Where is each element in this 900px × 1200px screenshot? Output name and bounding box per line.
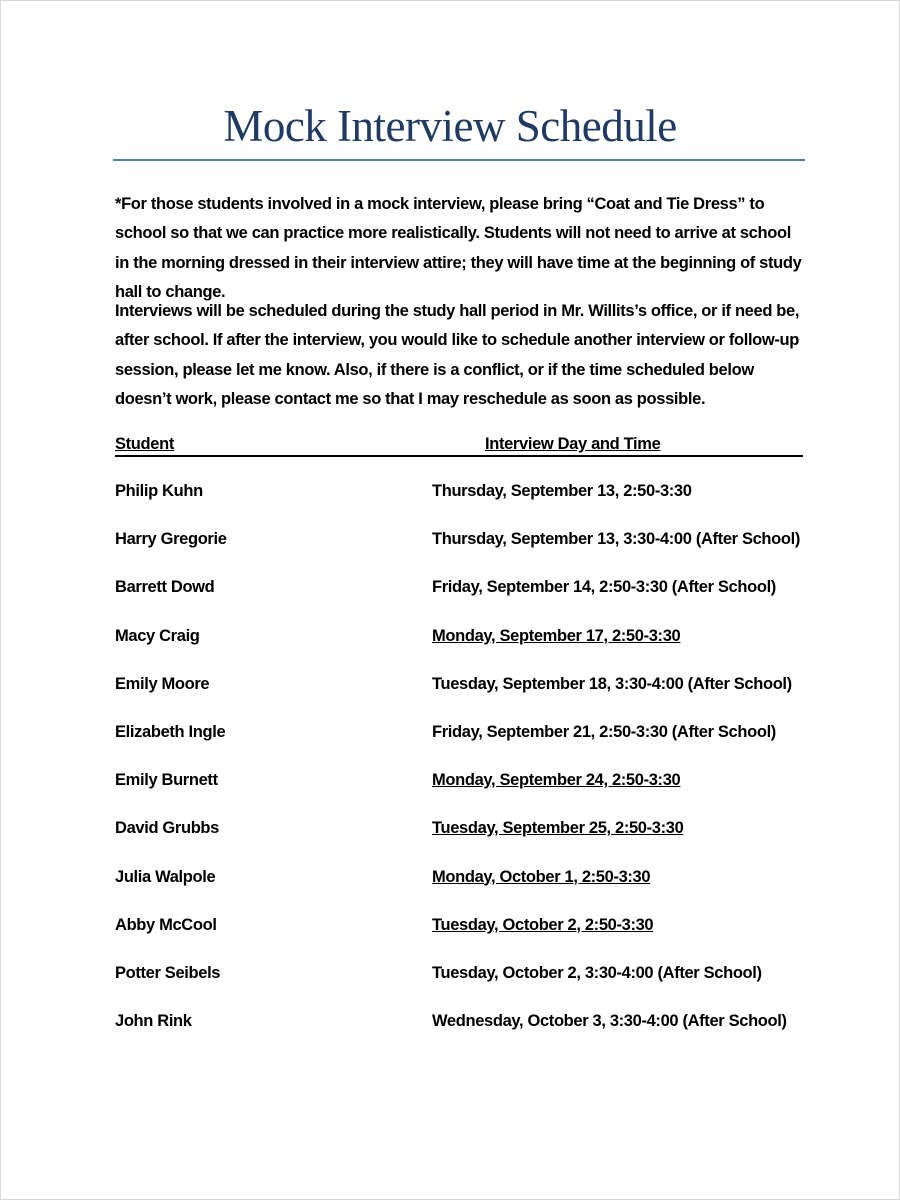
student-name: Elizabeth Ingle bbox=[115, 722, 226, 741]
table-row bbox=[0, 721, 900, 769]
student-name: John Rink bbox=[115, 1012, 192, 1031]
interview-time: Monday, September 24, 2:50-3:30 bbox=[432, 771, 681, 790]
student-name: Abby McCool bbox=[115, 915, 217, 934]
interview-time: Wednesday, October 3, 3:30-4:00 (After School) bbox=[432, 1012, 787, 1031]
interview-time: Thursday, September 13, 3:30-4:00 (After School) bbox=[432, 530, 801, 549]
student-name: Emily Burnett bbox=[115, 771, 218, 790]
interview-time: Tuesday, October 2, 3:30-4:00 (After School) bbox=[432, 963, 762, 982]
table-row bbox=[0, 1010, 900, 1058]
table-row bbox=[0, 673, 900, 721]
table-row bbox=[0, 625, 900, 673]
table-row bbox=[0, 914, 900, 962]
student-name: Macy Craig bbox=[115, 626, 200, 645]
student-name: Philip Kuhn bbox=[115, 482, 203, 500]
column-header-interview-time: Interview Day and Time bbox=[485, 435, 661, 453]
table-row bbox=[0, 769, 900, 817]
table-row bbox=[0, 817, 900, 865]
interview-time: Tuesday, September 25, 2:50-3:30 bbox=[432, 819, 684, 838]
table-row bbox=[0, 962, 900, 1010]
student-name: Barrett Dowd bbox=[115, 578, 215, 597]
table-row bbox=[0, 480, 900, 528]
interview-time: Monday, September 17, 2:50-3:30 bbox=[432, 626, 681, 645]
intro-paragraph-dress: *For those students involved in a mock interview, please bring “Coat and Tie Dress” to school so that we can practice more realistically. Students will not need to arrive at school in the morning dressed in their interview attire; they will have time at the beginning of study hall to change. bbox=[115, 195, 802, 301]
interview-time: Thursday, September 13, 2:50-3:30 bbox=[432, 482, 692, 500]
student-name: Potter Seibels bbox=[115, 963, 221, 982]
header-divider bbox=[115, 455, 803, 457]
intro-paragraph-scheduling: Interviews will be scheduled during the study hall period in Mr. Willits’s office, or if need be, after school. If after the interview, you would like to schedule another interview or follow-up session, please let me know. Also, if there is a conflict, or if the time scheduled below doesn’t work, please contact me so that I may reschedule as soon as possible. bbox=[115, 302, 800, 408]
table-row bbox=[0, 528, 900, 576]
title-divider bbox=[113, 159, 805, 161]
student-name: Harry Gregorie bbox=[115, 530, 227, 549]
interview-time: Tuesday, October 2, 2:50-3:30 bbox=[432, 915, 654, 934]
schedule-table bbox=[0, 480, 900, 1058]
interview-time: Monday, October 1, 2:50-3:30 bbox=[432, 867, 651, 886]
document-title: Mock Interview Schedule bbox=[223, 101, 677, 151]
column-header-student: Student bbox=[115, 435, 174, 453]
interview-time: Friday, September 14, 2:50-3:30 (After School) bbox=[432, 578, 776, 597]
interview-time: Friday, September 21, 2:50-3:30 (After School) bbox=[432, 722, 776, 741]
table-row bbox=[0, 866, 900, 914]
table-row bbox=[0, 576, 900, 624]
student-name: Julia Walpole bbox=[115, 867, 216, 886]
student-name: David Grubbs bbox=[115, 819, 219, 838]
interview-time: Tuesday, September 18, 3:30-4:00 (After School) bbox=[432, 674, 792, 693]
student-name: Emily Moore bbox=[115, 674, 210, 693]
